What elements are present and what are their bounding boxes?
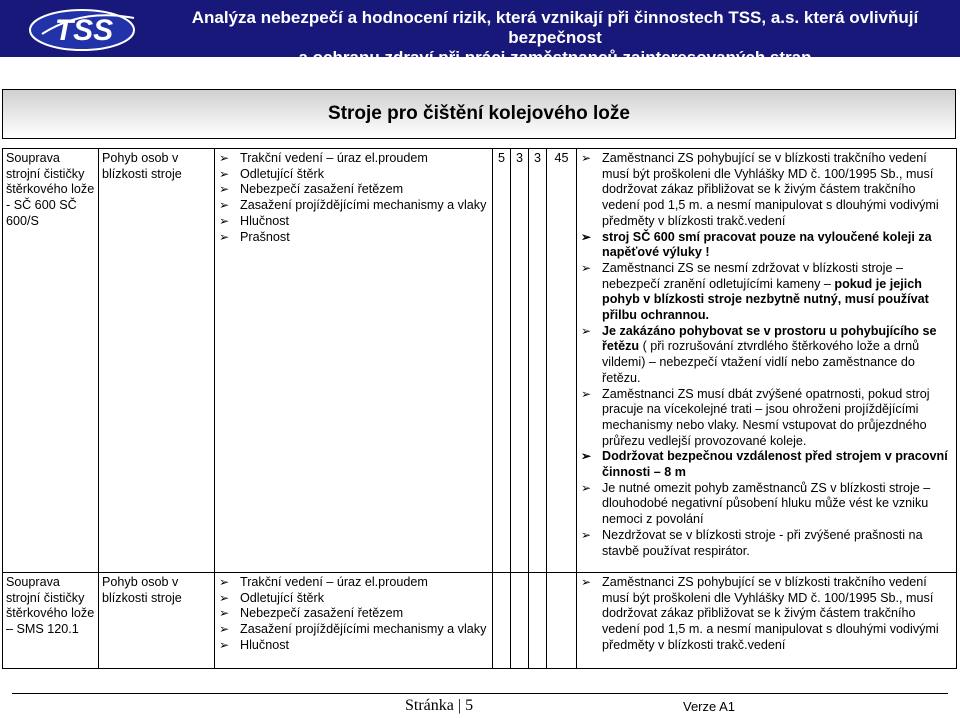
hazard-item: ➢ Nebezpečí zasažení řetězem xyxy=(218,182,489,198)
hazard-item: ➢ Odletující štěrk xyxy=(218,591,489,607)
probability-value xyxy=(493,573,511,669)
hazards-cell xyxy=(215,573,493,669)
machine-cell: Souprava strojní čističky štěrkového lože – SMS 120.1 xyxy=(3,573,99,669)
measure-text: Zaměstnanci ZS se nesmí zdržovat v blízkosti stroje – nebezpečí zranění odletujícími kameny – xyxy=(602,260,903,291)
measure-text: ( při rozrušování ztvrdlého štěrkového lože a drnů vildemi) – nebezpečí vtažení vidlí nebo zaměstnance do řetězu. xyxy=(602,339,920,385)
hazard-item: ➢ Trakční vedení – úraz el.proudem xyxy=(218,151,489,167)
measure-item: ➢ stroj SČ 600 smí pracovat pouze na vyloučené koleji za napěťové výluky ! xyxy=(580,230,953,261)
logo-text: TSS xyxy=(54,14,114,47)
hazard-item: ➢ Hlučnost xyxy=(218,638,489,654)
table-row xyxy=(3,573,957,669)
document-title xyxy=(160,8,950,68)
hazard-item: ➢ Trakční vedení – úraz el.proudem xyxy=(218,575,489,591)
measure-item: ➢ Zaměstnanci ZS musí dbát zvýšené opatrnosti, pokud stroj pracuje na vícekolejné trati – jsou ohroženi projíždějícími mechanismy nebo vlaky. Nesmí vstupovat do průjezdného průřezu vedlejší provozované koleje. xyxy=(580,387,953,450)
probability-value: 5 xyxy=(493,149,511,573)
header-band xyxy=(0,0,960,67)
measure-item xyxy=(580,324,953,387)
risk-value xyxy=(547,573,577,669)
risk-value: 45 xyxy=(547,149,577,573)
exposure-value: 3 xyxy=(529,149,547,573)
footer-divider xyxy=(12,693,948,694)
machine-cell: Souprava strojní čističky štěrkového lože - SČ 600 SČ 600/S xyxy=(3,149,99,573)
measures-cell xyxy=(577,573,957,669)
measure-text-bold: pokud je jejich pohyb v blízkosti stroje nezbytně nutný, musí používat přilbu ochrannou. xyxy=(602,276,929,323)
hazard-item: ➢ Odletující štěrk xyxy=(218,167,489,183)
hazard-item: ➢ Nebezpečí zasažení řetězem xyxy=(218,606,489,622)
measure-item xyxy=(580,261,953,324)
hazard-item: ➢ Hlučnost xyxy=(218,214,489,230)
hazard-item: ➢ Zasažení projíždějícími mechanismy a vlaky xyxy=(218,198,489,214)
measure-text-bold: Je zakázáno pohybovat se v prostoru u pohybujícího se řetězu xyxy=(602,323,937,354)
measure-item: ➢ Nezdržovat se v blízkosti stroje - při zvýšené prašnosti na stavbě používat respirátor. xyxy=(580,528,953,559)
hazards-cell xyxy=(215,149,493,573)
consequence-value: 3 xyxy=(511,149,529,573)
risk-table xyxy=(2,148,957,669)
section-title: Stroje pro čištění kolejového lože xyxy=(2,89,956,139)
title-line-2: a ochranu zdraví při práci zaměstnanců zainteresovaných stran xyxy=(298,48,812,67)
measure-item: ➢ Zaměstnanci ZS pohybující se v blízkosti trakčního vedení musí být proškoleni dle Vyhlášky MD č. 100/1995 Sb., musí dodržovat zákaz přibližovat se k živým částem trakčního vedení pod 1,5 m. a nesmí manipulovat s dlouhými vodivými předměty v blízkosti trakč.vedení xyxy=(580,151,953,230)
title-line-1: Analýza nebezpečí a hodnocení rizik, která vznikají při činnostech TSS, a.s. která ovlivňují bezpečnost xyxy=(191,8,919,47)
measure-item: ➢ Zaměstnanci ZS pohybující se v blízkosti trakčního vedení musí být proškoleni dle Vyhlášky MD č. 100/1995 Sb., musí dodržovat zákaz přibližovat se k živým částem trakčního vedení pod 1,5 m. a nesmí manipulovat s dlouhými vodivými předměty v blízkosti trakč.vedení xyxy=(580,575,953,654)
exposure-value xyxy=(529,573,547,669)
page-number: Stránka | 5 xyxy=(405,697,474,714)
version-label: Verze A1 xyxy=(683,699,736,714)
activity-cell: Pohyb osob v blízkosti stroje xyxy=(99,149,215,573)
hazard-item: ➢ Prašnost xyxy=(218,230,489,246)
tss-logo xyxy=(22,4,152,54)
measure-item: ➢ Je nutné omezit pohyb zaměstnanců ZS v blízkosti stroje – dlouhodobé negativní působení hluku může vést ke vzniku nemoci z povolání xyxy=(580,481,953,528)
activity-cell: Pohyb osob v blízkosti stroje xyxy=(99,573,215,669)
hazard-item: ➢ Zasažení projíždějícími mechanismy a vlaky xyxy=(218,622,489,638)
consequence-value xyxy=(511,573,529,669)
table-row xyxy=(3,149,957,573)
measures-cell xyxy=(577,149,957,573)
measure-item: ➢ Dodržovat bezpečnou vzdálenost před strojem v pracovní činnosti – 8 m xyxy=(580,449,953,480)
